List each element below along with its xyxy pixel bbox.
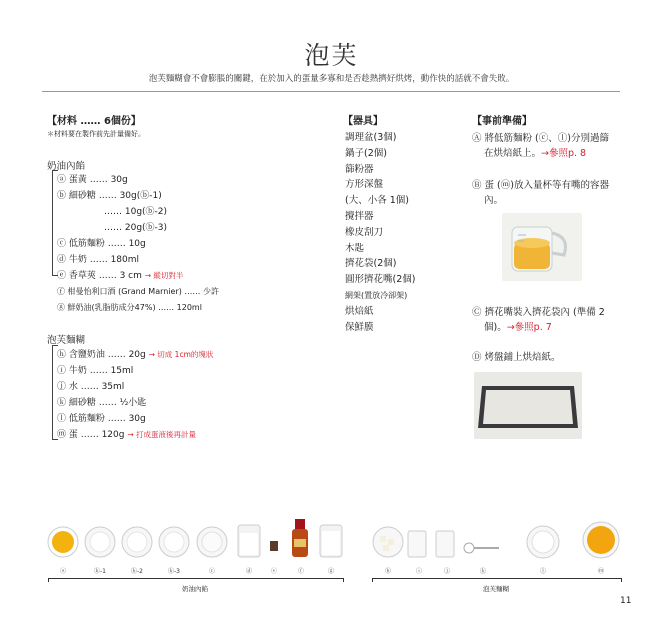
ingredient-label: ⓜ: [597, 568, 604, 575]
dough-group-label: 泡芙麵糊: [483, 585, 509, 593]
ingredient-label: ⓖ: [327, 568, 334, 575]
list-item: …… 10g(ⓑ-2): [104, 207, 168, 217]
list-item: 方形深盤: [345, 179, 384, 191]
divider: [42, 91, 620, 92]
ingredient-label: ⓒ: [208, 568, 215, 575]
prep-step-c: Ⓒ 擠花嘴裝入擠花袋內 (準備 2 個)。→參照p. 7: [472, 307, 605, 333]
list-item: ⓒ 低筋麵粉 …… 10g: [57, 239, 146, 249]
list-item: ⓚ 細砂糖 …… ½小匙: [57, 398, 147, 408]
ingredient-photo-strip: [44, 515, 624, 567]
ingredient-label: ⓔ: [270, 568, 277, 575]
list-item: 鍋子(2個): [345, 147, 387, 159]
ingredient-label: ⓙ: [443, 568, 450, 575]
list-item: ⓐ 蛋黃 …… 30g: [57, 175, 128, 185]
prep-heading: 【事前準備】: [472, 116, 532, 127]
cream-title: 奶油內餡: [47, 161, 86, 172]
dough-title: 泡芙麵糊: [47, 335, 86, 346]
tools-list: [345, 130, 415, 335]
baking-tray-photo: [474, 372, 582, 439]
ingredient-label: ⓕ: [297, 568, 304, 575]
list-item: ⓖ 鮮奶油(乳脂肪成分47%) …… 120ml: [57, 303, 202, 312]
tools-heading: 【器具】: [343, 116, 383, 127]
page-title: 泡芙: [304, 41, 359, 70]
ingredient-label: ⓐ: [59, 568, 66, 575]
egg-cup-photo: [502, 213, 582, 281]
list-item: ⓓ 牛奶 …… 180ml: [57, 255, 140, 265]
dough-group-bracket: [372, 578, 622, 582]
list-item: ⓗ 含鹽奶油 …… 20g → 切成 1cm的塊狀: [57, 350, 214, 360]
materials-heading: 【材料 …… 6個份】: [47, 116, 141, 127]
ingredient-label: ⓑ-3: [168, 568, 180, 575]
ingredient-label: ⓓ: [245, 568, 252, 575]
list-item: 木匙: [345, 242, 365, 254]
list-item: 攪拌器: [345, 210, 374, 222]
ingredient-label: ⓗ: [384, 568, 391, 575]
prep-step-d: Ⓓ 烤盤鋪上烘焙紙。: [472, 352, 561, 363]
ingredient-label: ⓑ-2: [131, 568, 143, 575]
ingredient-label: ⓛ: [539, 568, 546, 575]
cream-group-bracket: [48, 578, 344, 582]
cream-group-label: 奶油內餡: [182, 585, 208, 593]
ingredient-label: ⓑ-1: [94, 568, 106, 575]
list-item: 擠花袋(2個): [345, 258, 397, 270]
page-number: 11: [620, 596, 632, 606]
list-item: ⓕ 柑曼怡利口酒 (Grand Marnier) …… 少許: [57, 287, 219, 296]
prep-step-a: Ⓐ 將低筋麵粉 (ⓒ、ⓛ)分別過篩 在烘焙紙上。→參照p. 8: [472, 133, 609, 159]
list-item: 橡皮刮刀: [345, 226, 384, 238]
list-item: 烘焙紙: [345, 305, 374, 317]
list-item: ⓛ 低筋麵粉 …… 30g: [57, 414, 146, 424]
list-item: 篩粉器: [345, 163, 374, 175]
list-item: 保鮮膜: [345, 321, 374, 333]
list-item: ⓙ 水 …… 35ml: [57, 382, 125, 392]
list-item: ⓘ 牛奶 …… 15ml: [57, 366, 134, 376]
prep-step-b: Ⓑ 蛋 (ⓜ)放入量杯等有嘴的容器 內。: [472, 180, 609, 206]
list-item: 圓形擠花嘴(2個): [345, 274, 416, 286]
page-subtitle: 泡芙麵糊會不會膨脹的關鍵，在於加入的蛋量多寡和是否趁熱擠好烘烤，動作快的話就不會失敗。: [148, 74, 515, 84]
list-item: ⓔ 香草莢 …… 3 cm → 縱切對半: [57, 271, 184, 281]
cream-list: [57, 172, 219, 316]
list-item: …… 20g(ⓑ-3): [104, 223, 168, 233]
list-item: (大、小各 1個): [345, 195, 409, 207]
materials-note: ＊材料要在製作前先計量備好。: [47, 130, 145, 138]
ingredient-label: ⓚ: [479, 568, 486, 575]
list-item: ⓑ 細砂糖 …… 30g(ⓑ-1): [57, 191, 162, 201]
dough-list: [57, 347, 213, 443]
ingredient-label: ⓘ: [415, 568, 422, 575]
list-item: ⓜ 蛋 …… 120g → 打成蛋液後再計量: [57, 430, 197, 440]
list-item: 網架(置放冷卻架): [345, 290, 408, 300]
list-item: 調理盆(3個): [345, 132, 397, 143]
